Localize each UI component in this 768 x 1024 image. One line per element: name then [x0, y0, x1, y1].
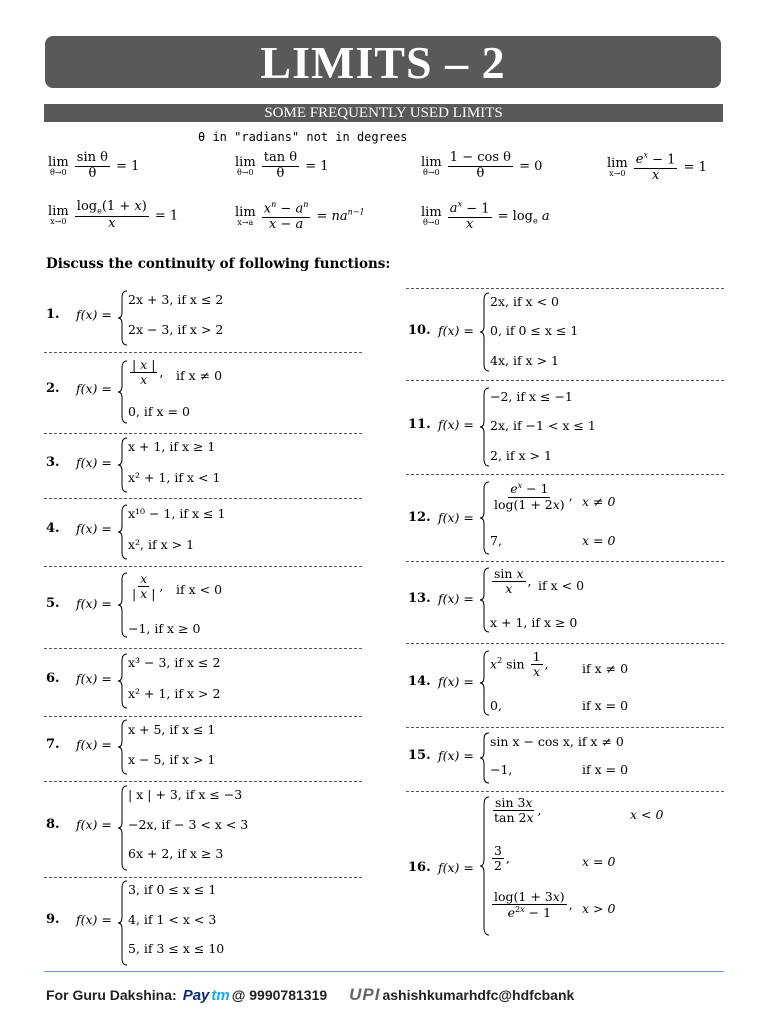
- brace-icon: [480, 567, 490, 633]
- separator: [44, 352, 362, 353]
- phone-number: @ 9990781319: [231, 987, 328, 1003]
- limit-formula-tan: lim θ→0 $\frac{\text{tan θ}}{\theta}$ = 1: [235, 150, 329, 181]
- case-1-fraction: $\frac{\sin 3x}{\tan 2x}$ ,: [494, 795, 542, 826]
- separator: [406, 474, 724, 475]
- case-2: 0, if x = 0: [128, 404, 190, 419]
- case-1: sin x − cos x, if x ≠ 0: [490, 734, 624, 749]
- function-lhs: f(x) =: [76, 737, 112, 752]
- problem-9: [46, 880, 366, 966]
- case-3-fraction: $\frac{\log(1 + 3x)}{e^{2x} - 1}$ ,: [494, 889, 573, 921]
- case-1-fraction: $\frac{x}{| x |}$ ,: [132, 571, 164, 602]
- problem-2: [46, 357, 366, 426]
- problem-number: 11.: [408, 417, 431, 432]
- case-2: −1, if x ≥ 0: [128, 621, 201, 636]
- case-3: x > 0: [582, 901, 616, 916]
- limit-formula-exp: lim x→0 $\frac{e^x - 1}{x}$ = 1: [607, 151, 707, 184]
- function-lhs: f(x) =: [76, 817, 112, 832]
- function-lhs: f(x) =: [76, 455, 112, 470]
- case-2: x² + 1, if x < 1: [128, 470, 221, 485]
- problem-16: [408, 796, 728, 936]
- brace-icon: [118, 290, 128, 346]
- case-2: −1,: [490, 762, 513, 777]
- separator: [44, 781, 362, 782]
- case-1-fraction: $x^2$ sin $\frac{1}{x}$ ,: [490, 649, 549, 680]
- case-1: x¹⁰ − 1, if x ≤ 1: [128, 506, 226, 521]
- function-lhs: f(x) =: [438, 860, 474, 875]
- separator: [406, 561, 724, 562]
- case-1: x³ − 3, if x ≤ 2: [128, 655, 221, 670]
- separator: [44, 566, 362, 567]
- brace-icon: [480, 732, 490, 784]
- limit-formula-sin: lim θ→0 $\frac{\text{sin θ}}{\theta}$ = 1: [48, 150, 140, 181]
- brace-icon: [118, 719, 128, 775]
- section-subtitle: SOME FREQUENTLY USED LIMITS: [44, 104, 723, 122]
- brace-icon: [118, 504, 128, 560]
- problem-number: 13.: [408, 591, 431, 606]
- case-1: −2, if x ≤ −1: [490, 389, 573, 404]
- separator: [406, 288, 724, 289]
- case-2: x − 5, if x > 1: [128, 752, 216, 767]
- function-lhs: f(x) =: [76, 596, 112, 611]
- function-lhs: f(x) =: [438, 417, 474, 432]
- problem-number: 3.: [46, 455, 60, 470]
- brace-icon: [118, 785, 128, 871]
- case-3: 6x + 2, if x ≥ 3: [128, 846, 224, 861]
- function-lhs: f(x) =: [76, 381, 112, 396]
- problem-13: [408, 567, 728, 635]
- problem-number: 7.: [46, 737, 60, 752]
- function-lhs: f(x) =: [438, 674, 474, 689]
- case-1-fraction: $\frac{\text{sin x}}{x}$ ,: [494, 566, 532, 597]
- limit-formula-log: lim x→0 $\frac{\log_e(1 + x)}{x}$ = 1: [48, 199, 179, 231]
- footer-label: For Guru Dakshina:: [46, 987, 177, 1003]
- case-1: 2x + 3, if x ≤ 2: [128, 292, 224, 307]
- brace-icon: [118, 653, 128, 709]
- brace-icon: [480, 481, 490, 555]
- case-2: x² + 1, if x > 2: [128, 686, 221, 701]
- problem-11: [408, 387, 728, 467]
- instruction-heading: Discuss the continuity of following functions:: [46, 256, 391, 272]
- case-1: x < 0: [630, 807, 664, 822]
- case-3: 5, if 3 ≤ x ≤ 10: [128, 941, 225, 956]
- problem-number: 12.: [408, 510, 431, 525]
- case-2: 0,: [490, 698, 502, 713]
- function-lhs: f(x) =: [438, 748, 474, 763]
- function-lhs: f(x) =: [76, 307, 112, 322]
- case-2: 0, if 0 ≤ x ≤ 1: [490, 323, 579, 338]
- case-3: 4x, if x > 1: [490, 353, 559, 368]
- case-2: 4, if 1 < x < 3: [128, 912, 217, 927]
- separator: [44, 716, 362, 717]
- brace-icon: [480, 387, 490, 467]
- case-1: 3, if 0 ≤ x ≤ 1: [128, 882, 217, 897]
- separator: [44, 498, 362, 499]
- limit-formula-ax: lim θ→0 $\frac{a^x - 1}{x}$ = $\log_e a$: [421, 200, 550, 233]
- function-lhs: f(x) =: [76, 521, 112, 536]
- case-2: 7,: [490, 533, 502, 548]
- page-title: LIMITS – 2: [45, 36, 721, 88]
- brace-icon: [480, 650, 490, 716]
- problem-10: [408, 292, 728, 372]
- case-2: 2x − 3, if x > 2: [128, 322, 224, 337]
- problem-8: [46, 785, 366, 871]
- case-2: −2x, if − 3 < x < 3: [128, 817, 249, 832]
- case-1: 2x, if x < 0: [490, 294, 559, 309]
- case-1: x ≠ 0: [582, 494, 616, 509]
- problem-number: 15.: [408, 748, 431, 763]
- case-2-fraction: $\frac{3}{2}$ ,: [494, 843, 510, 874]
- limit-formula-cos: lim θ→0 $\frac{\text{1 − cos θ}}{\theta}$ = 0: [421, 150, 543, 181]
- separator: [44, 877, 362, 878]
- separator: [44, 648, 362, 649]
- case-1: if x ≠ 0: [582, 661, 629, 676]
- separator: [44, 433, 362, 434]
- case-2-condition: x = 0: [582, 533, 616, 548]
- problem-7: [46, 719, 366, 775]
- case-2: x = 0: [582, 854, 616, 869]
- problem-number: 1.: [46, 307, 60, 322]
- problem-6: [46, 653, 366, 709]
- paytm-logo: Pay: [182, 986, 210, 1004]
- brace-icon: [118, 880, 128, 966]
- footer-divider: [44, 971, 724, 972]
- paytm-logo-accent: tm: [211, 986, 230, 1004]
- problem-number: 6.: [46, 671, 60, 686]
- problem-number: 5.: [46, 596, 60, 611]
- separator: [406, 643, 724, 644]
- function-lhs: f(x) =: [438, 510, 474, 525]
- function-lhs: f(x) =: [438, 323, 474, 338]
- case-2: x², if x > 1: [128, 537, 195, 552]
- case-1-fraction: $\frac{| x |}{x}$ ,: [132, 357, 164, 388]
- function-lhs: f(x) =: [76, 912, 112, 927]
- problem-1: [46, 290, 366, 346]
- problem-14: [408, 650, 728, 718]
- problem-12: [408, 481, 728, 555]
- problem-3: [46, 437, 366, 493]
- case-3: 2, if x > 1: [490, 448, 552, 463]
- separator: [406, 727, 724, 728]
- brace-icon: [118, 572, 128, 638]
- case-2-condition: if x = 0: [582, 762, 629, 777]
- case-2: x + 1, if x ≥ 0: [490, 615, 578, 630]
- case-1: if x ≠ 0: [176, 368, 223, 383]
- case-1: if x < 0: [538, 578, 585, 593]
- separator: [406, 791, 724, 792]
- case-1: x + 1, if x ≥ 1: [128, 439, 216, 454]
- radians-note: θ in "radians" not in degrees: [198, 130, 408, 144]
- function-lhs: f(x) =: [438, 591, 474, 606]
- problem-15: [408, 732, 728, 784]
- problem-4: [46, 504, 366, 560]
- brace-icon: [480, 796, 490, 936]
- brace-icon: [480, 292, 490, 372]
- separator: [406, 380, 724, 381]
- upi-logo: UPI: [349, 985, 381, 1004]
- problem-number: 16.: [408, 860, 431, 875]
- problem-5: [46, 572, 366, 640]
- problem-number: 4.: [46, 521, 60, 536]
- problem-number: 10.: [408, 323, 431, 338]
- case-2: 2x, if −1 < x ≤ 1: [490, 418, 596, 433]
- case-1-fraction: $\frac{e^x - 1}{\log(1 + 2x)}$ ,: [494, 481, 573, 512]
- problem-number: 8.: [46, 817, 60, 832]
- case-2-condition: if x = 0: [582, 698, 629, 713]
- function-lhs: f(x) =: [76, 671, 112, 686]
- limit-formula-power: lim x→a $\frac{x^n - a^n}{x - a}$ = $na^{n-1}$: [235, 200, 365, 233]
- brace-icon: [118, 437, 128, 493]
- problem-number: 14.: [408, 674, 431, 689]
- case-1: x + 5, if x ≤ 1: [128, 722, 216, 737]
- footer: [46, 985, 574, 1005]
- brace-icon: [118, 360, 128, 424]
- case-1: | x | + 3, if x ≤ −3: [128, 787, 243, 802]
- problem-number: 9.: [46, 912, 60, 927]
- problem-number: 2.: [46, 381, 60, 396]
- upi-id: ashishkumarhdfc@hdfcbank: [382, 987, 575, 1003]
- case-1: if x < 0: [176, 582, 223, 597]
